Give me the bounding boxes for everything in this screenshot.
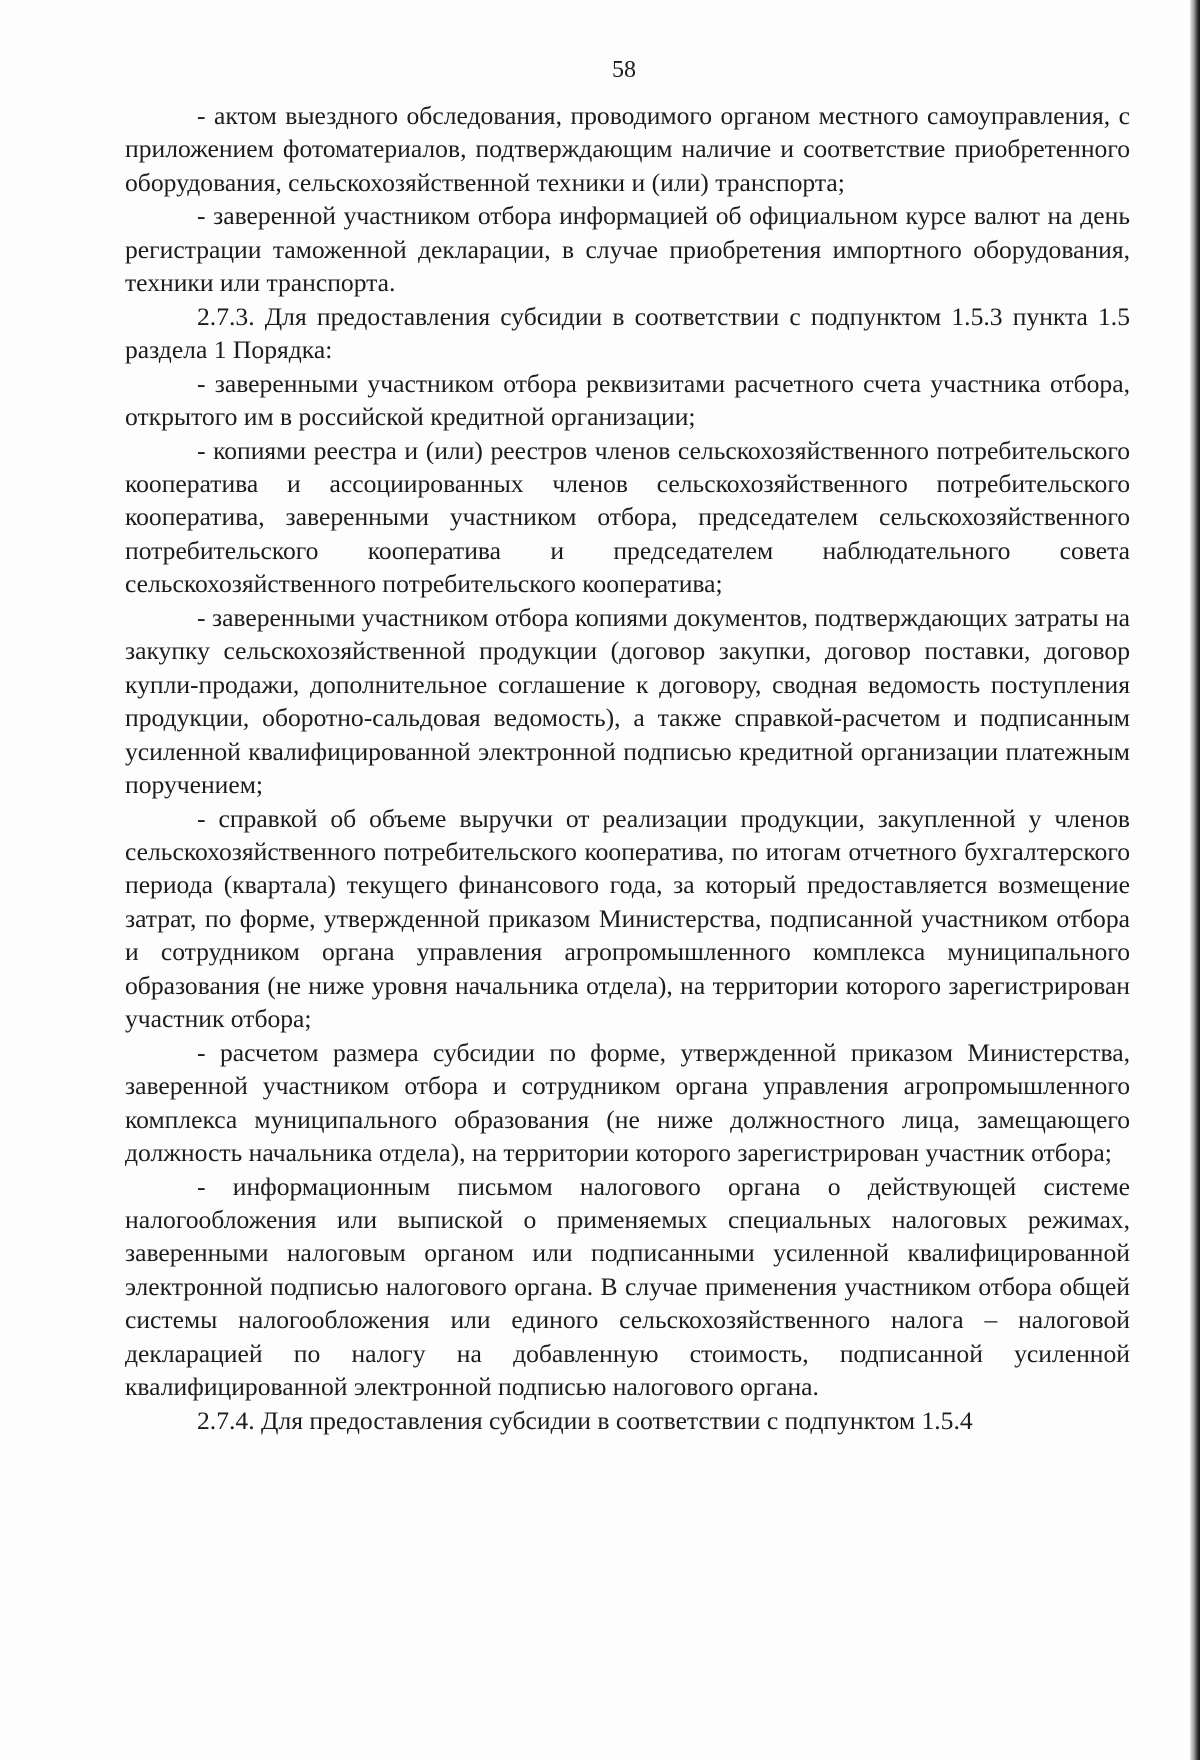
paragraph-subsidy-calculation: - расчетом размера субсидии по форме, утвержденной приказом Министерства, заверенной участником отбора и сотрудником органа управления агропромышленного комплекса муниципального образования (не ниже должностного лица, замещающего должность начальника отдела), на территории которого зарегистрирован участник отбора;	[125, 1037, 1130, 1168]
paragraph-clause-2-7-4: 2.7.4. Для предоставления субсидии в соответствии с подпунктом 1.5.4	[197, 1405, 973, 1435]
paragraph-tax-letter: - информационным письмом налогового органа о действующей системе налогообложения или выпиской о применяемых специальных налоговых режимах, заверенными налоговым органом или подписанными усиленной квалифицированной электронной подписью налогового органа. В случае применения участником отбора общей системы налогообложения или единого сельскохозяйственного налога – налоговой декларацией по налогу на добавленную стоимость, подписанной усиленной квалифицированной электронной подписью налогового органа.	[125, 1171, 1130, 1402]
paragraph-purchase-documents: - заверенными участником отбора копиями документов, подтверждающих затраты на закупку сельскохозяйственной продукции (договор закупки, договор поставки, договор купли-продажи, дополнительное соглашение к договору, сводная ведомость поступления продукции, оборотно-сальдовая ведомость), а также справкой-расчетом и подписанным усиленной квалифицированной электронной подписью кредитной организации платежным поручением;	[125, 602, 1130, 800]
paragraph-clause-2-7-3: 2.7.3. Для предоставления субсидии в соответствии с подпунктом 1.5.3 пункта 1.5 раздела 1 Порядка:	[125, 301, 1130, 365]
paragraph-site-inspection: - актом выездного обследования, проводимого органом местного самоуправления, с приложением фотоматериалов, подтверждающим наличие и соответствие приобретенного оборудования, сельскохозяйственной техники и (или) транспорта;	[125, 101, 1130, 197]
scan-edge	[1190, 0, 1200, 1760]
page-number: 58	[612, 57, 636, 83]
paragraph-revenue-certificate: - справкой об объеме выручки от реализации продукции, закупленной у членов сельскохозяйственного потребительского кооператива, по итогам отчетного бухгалтерского периода (квартала) текущего финансового года, за который предоставляется возмещение затрат, по форме, утвержденной приказом Министерства, подписанной участником отбора и сотрудником органа управления агропромышленного комплекса муниципального образования (не ниже уровня начальника отдела), на территории которого зарегистрирован участник отбора;	[125, 803, 1130, 1034]
paragraph-currency-rate: - заверенной участником отбора информацией об официальном курсе валют на день регистрации таможенной декларации, в случае приобретения импортного оборудования, техники или транспорта.	[125, 201, 1130, 298]
paragraph-bank-details: - заверенными участником отбора реквизитами расчетного счета участника отбора, открытого им в российской кредитной организации;	[125, 368, 1130, 432]
document-body	[125, 99, 1130, 1437]
paragraph-members-registry: - копиями реестра и (или) реестров членов сельскохозяйственного потребительского кооператива и ассоциированных членов сельскохозяйственного потребительского кооператива, заверенными участником отбора, председателем сельскохозяйственного потребительского кооператива и председателем наблюдательного совета сельскохозяйственного потребительского кооператива;	[125, 435, 1130, 599]
